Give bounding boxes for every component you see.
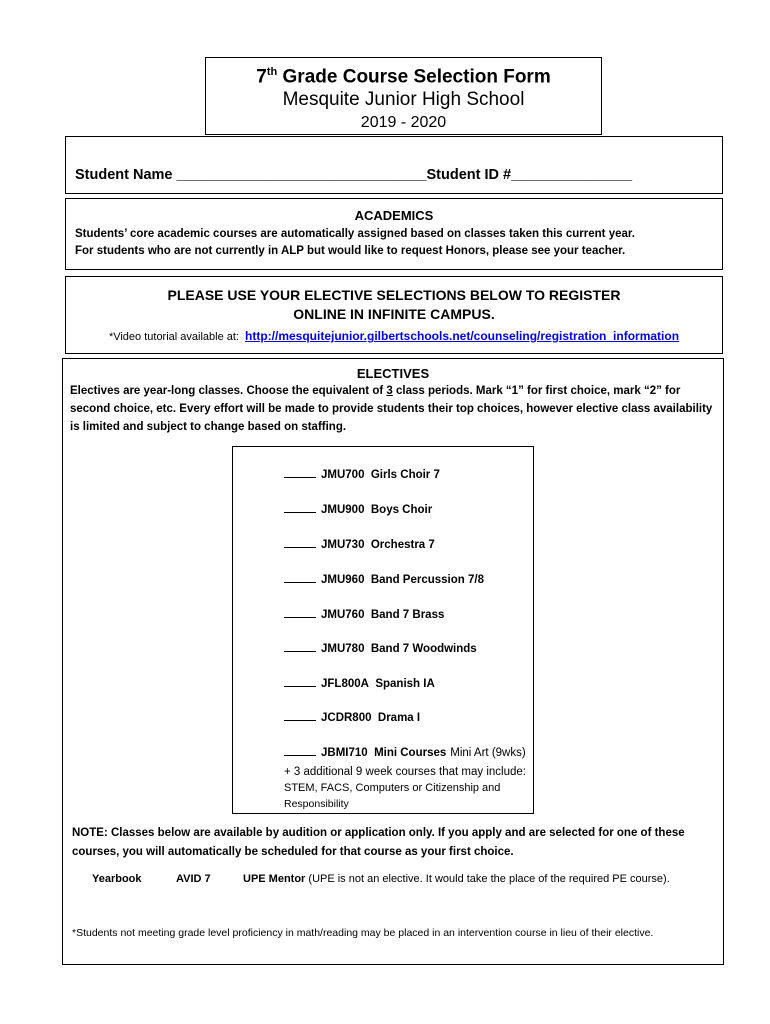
student-info-box xyxy=(65,136,723,194)
yearbook-text: Yearbook xyxy=(92,873,142,885)
mini-extra-line-3: Responsibility xyxy=(284,798,349,810)
register-line-1: PLEASE USE YOUR ELECTIVE SELECTIONS BELOW TO REGISTER xyxy=(167,287,621,303)
student-id-field[interactable]: _______________ xyxy=(511,167,633,183)
academics-box xyxy=(65,198,723,270)
upe-mentor-label: UPE Mentor xyxy=(243,873,306,885)
course-code: JMU730 xyxy=(321,539,365,551)
course-name: Orchestra 7 xyxy=(370,539,435,551)
course-code: JMU960 xyxy=(321,574,365,586)
choice-blank[interactable] xyxy=(284,477,316,478)
course-item xyxy=(284,643,477,655)
electives-intro-part-1: Electives are year-long classes. Choose the equivalent of xyxy=(70,385,387,397)
electives-intro xyxy=(70,382,713,436)
video-label: *Video tutorial available at: xyxy=(108,331,239,343)
academics-line-1: Students’ core academic courses are automatically assigned based on classes taken this current year. xyxy=(75,228,635,240)
course-item xyxy=(284,469,440,481)
course-name: Mini Courses xyxy=(374,747,447,759)
course-name: Band Percussion 7/8 xyxy=(370,574,484,586)
mini-extra-line-1: + 3 additional 9 week courses that may include: xyxy=(284,766,526,778)
course-item xyxy=(284,539,435,551)
student-name-field[interactable]: _______________________________ xyxy=(176,167,427,183)
course-name: Band 7 Woodwinds xyxy=(370,643,477,655)
course-name: Spanish IA xyxy=(375,678,435,690)
course-name: Girls Choir 7 xyxy=(370,469,440,481)
mini-course-item xyxy=(284,747,526,759)
grade-number: 7 xyxy=(256,66,267,88)
mini-extra-line-2: STEM, FACS, Computers or Citizenship and xyxy=(284,782,501,794)
electives-intro-count: 3 xyxy=(386,385,393,397)
course-code: JCDR800 xyxy=(321,712,372,724)
course-name: Drama I xyxy=(377,712,421,724)
choice-blank[interactable] xyxy=(284,755,316,756)
course-item xyxy=(284,712,420,724)
choice-blank[interactable] xyxy=(284,720,316,721)
course-item xyxy=(284,574,484,586)
mini-course-detail: Mini Art (9wks) xyxy=(450,747,526,759)
student-name-label: Student Name xyxy=(75,167,177,183)
choice-blank[interactable] xyxy=(284,651,316,652)
school-name: Mesquite Junior High School xyxy=(282,89,525,111)
video-tutorial xyxy=(66,329,722,343)
avid-label xyxy=(176,873,211,885)
electives-heading: ELECTIVES xyxy=(356,366,430,381)
register-instruction xyxy=(66,286,722,324)
choice-blank[interactable] xyxy=(284,582,316,583)
register-line-2: ONLINE IN INFINITE CAMPUS. xyxy=(293,306,495,322)
course-code: JMU900 xyxy=(321,504,365,516)
intervention-footnote: *Students not meeting grade level proficiency in math/reading may be placed in an intervention course in lieu of their elective. xyxy=(72,927,654,939)
course-list-box xyxy=(232,446,534,814)
choice-blank[interactable] xyxy=(284,686,316,687)
course-code: JFL800A xyxy=(321,678,369,690)
student-info-row xyxy=(75,167,632,183)
video-tutorial-link[interactable]: http://mesquitejunior.gilbertschools.net/counseling/registration_information xyxy=(245,329,680,343)
course-code: JMU760 xyxy=(321,609,365,621)
course-code: JMU780 xyxy=(321,643,365,655)
choice-blank[interactable] xyxy=(284,547,316,548)
student-id-label: Student ID # xyxy=(426,167,512,183)
upe-mentor-note: (UPE is not an elective. It would take the place of the required PE course). xyxy=(305,873,670,885)
school-year: 2019 - 2020 xyxy=(360,114,447,132)
yearbook-label xyxy=(92,873,142,885)
form-title xyxy=(206,66,601,88)
course-item xyxy=(284,678,435,690)
choice-blank[interactable] xyxy=(284,512,316,513)
electives-intro-part-2: class periods. Mark “1” for first choice, mark “2” for second choice, etc. Every effort will be made to provide students their top choices, however elective class availability is limited and subject to change based on staffing. xyxy=(70,385,713,433)
choice-blank[interactable] xyxy=(284,617,316,618)
upe-mentor xyxy=(243,873,670,885)
register-box xyxy=(65,276,723,354)
avid-text: AVID 7 xyxy=(176,873,211,885)
course-name: Boys Choir xyxy=(370,504,433,516)
mini-course-extra xyxy=(284,764,534,812)
academics-heading: ACADEMICS xyxy=(354,208,434,223)
course-item xyxy=(284,504,432,516)
form-title-text: Grade Course Selection Form xyxy=(277,66,551,88)
academics-line-2: For students who are not currently in ALP but would like to request Honors, please see your teacher. xyxy=(75,245,626,257)
course-name: Band 7 Brass xyxy=(370,609,445,621)
audition-note: NOTE: Classes below are available by audition or application only. If you apply and are selected for one of these courses, you will automatically be scheduled for that course as your first choice. xyxy=(72,827,685,858)
course-code: JMU700 xyxy=(321,469,365,481)
grade-superscript: th xyxy=(266,66,278,78)
course-code: JBMI710 xyxy=(321,747,368,759)
course-item xyxy=(284,609,444,621)
title-box xyxy=(205,57,602,135)
